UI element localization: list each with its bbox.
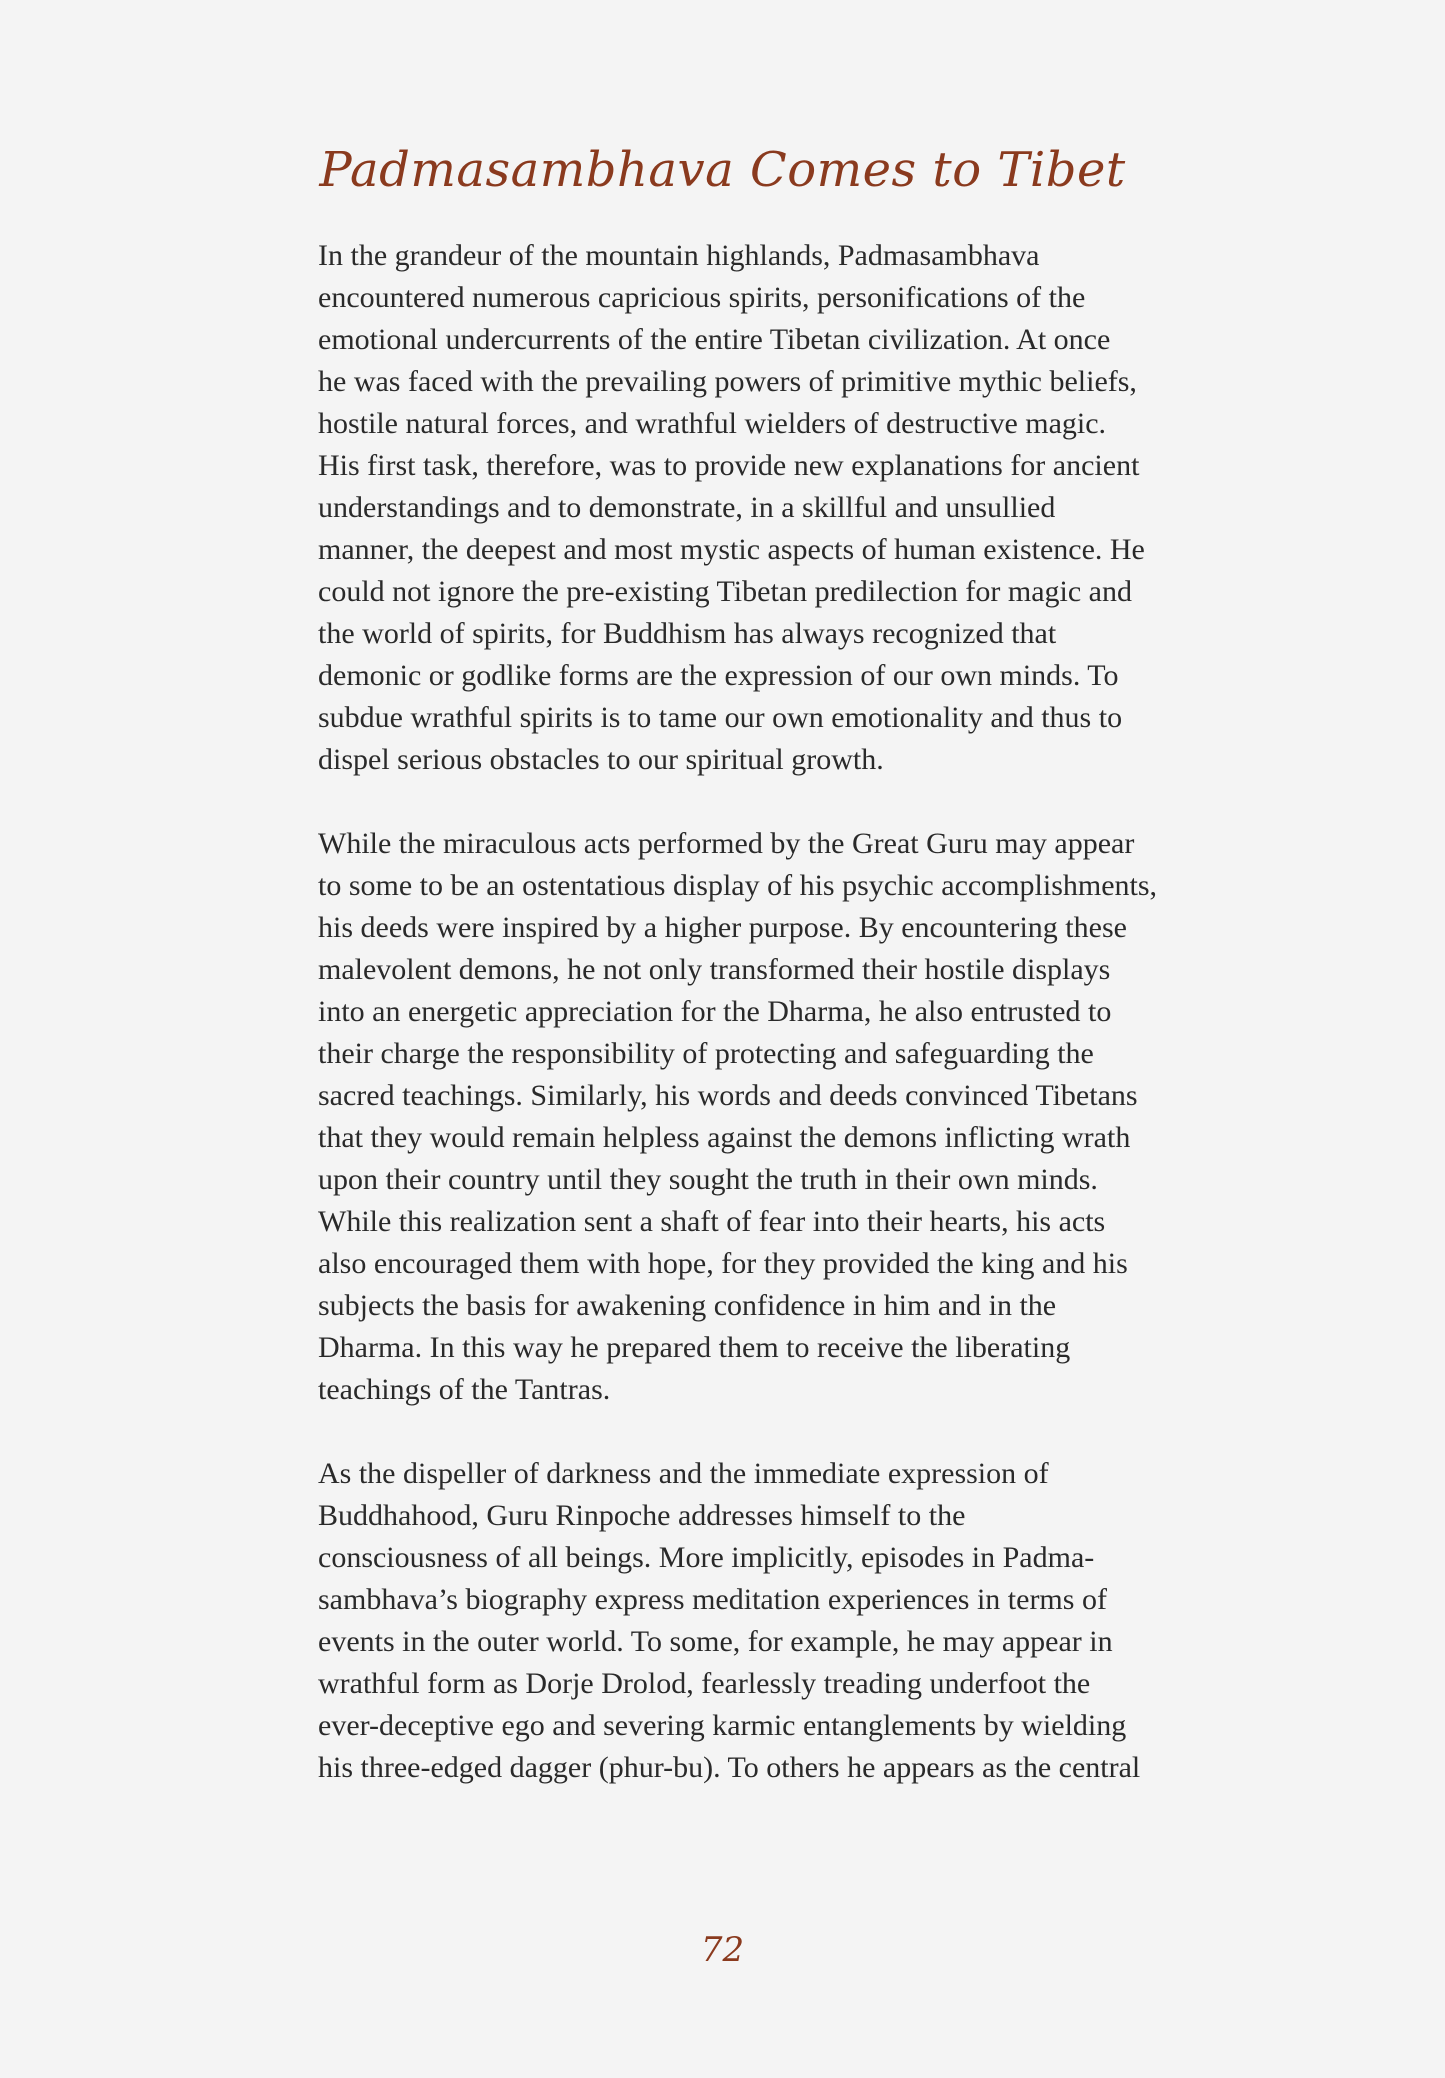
paragraph-3: [318, 1453, 1178, 1789]
text-line: manner, the deepest and most mystic aspects of human existence. He: [318, 533, 1145, 566]
text-line: teachings of the Tantras.: [318, 1373, 611, 1406]
text-line: sacred teachings. Similarly, his words and deeds convinced Tibetans: [318, 1079, 1138, 1112]
text-line: emotional undercurrents of the entire Tibetan civilization. At once: [318, 323, 1111, 356]
text-line: also encouraged them with hope, for they provided the king and his: [318, 1247, 1128, 1280]
text-line: sambhava’s biography express meditation experiences in terms of: [318, 1583, 1107, 1616]
text-line: Buddhahood, Guru Rinpoche addresses himself to the: [318, 1499, 966, 1532]
text-line: events in the outer world. To some, for example, he may appear in: [318, 1625, 1113, 1658]
page-number: 72: [700, 1930, 745, 1970]
paragraph-2: [318, 823, 1178, 1411]
text-line: encountered numerous capricious spirits, personifications of the: [318, 281, 1086, 314]
chapter-title: Padmasambhava Comes to Tibet: [319, 142, 1126, 198]
text-line: His first task, therefore, was to provide new explanations for ancient: [318, 449, 1140, 482]
text-line: In the grandeur of the mountain highlands, Padmasambhava: [318, 239, 1040, 272]
text-line: As the dispeller of darkness and the immediate expression of: [318, 1457, 1049, 1490]
text-line: subjects the basis for awakening confidence in him and in the: [318, 1289, 1057, 1322]
text-line: he was faced with the prevailing powers of primitive mythic beliefs,: [318, 365, 1137, 398]
text-line: consciousness of all beings. More implicitly, episodes in Padma-: [318, 1541, 1095, 1574]
text-line: malevolent demons, he not only transformed their hostile displays: [318, 953, 1111, 986]
text-line: his three-edged dagger (phur-bu). To others he appears as the central: [318, 1751, 1141, 1784]
text-line: wrathful form as Dorje Drolod, fearlessly treading underfoot the: [318, 1667, 1091, 1700]
text-line: Dharma. In this way he prepared them to receive the liberating: [318, 1331, 1071, 1364]
text-line: his deeds were inspired by a higher purpose. By encountering these: [318, 911, 1127, 944]
text-line: the world of spirits, for Buddhism has always recognized that: [318, 617, 1057, 650]
text-line: into an energetic appreciation for the Dharma, he also entrusted to: [318, 995, 1112, 1028]
text-line: could not ignore the pre-existing Tibetan predilection for magic and: [318, 575, 1132, 608]
paragraph-1: [318, 235, 1178, 781]
text-line: ever-deceptive ego and severing karmic entanglements by wielding: [318, 1709, 1127, 1742]
text-line: dispel serious obstacles to our spiritual growth.: [318, 743, 884, 776]
text-line: their charge the responsibility of protecting and safeguarding the: [318, 1037, 1094, 1070]
text-line: hostile natural forces, and wrathful wielders of destructive magic.: [318, 407, 1107, 440]
body-text: [318, 235, 1178, 1831]
text-line: upon their country until they sought the truth in their own minds.: [318, 1163, 1098, 1196]
text-line: to some to be an ostentatious display of his psychic accomplishments,: [318, 869, 1158, 902]
text-line: While this realization sent a shaft of fear into their hearts, his acts: [318, 1205, 1106, 1238]
text-line: subdue wrathful spirits is to tame our own emotionality and thus to: [318, 701, 1123, 734]
text-line: demonic or godlike forms are the expression of our own minds. To: [318, 659, 1119, 692]
text-line: understandings and to demonstrate, in a skillful and unsullied: [318, 491, 1056, 524]
text-line: that they would remain helpless against the demons inflicting wrath: [318, 1121, 1131, 1154]
text-line: While the miraculous acts performed by the Great Guru may appear: [318, 827, 1135, 860]
